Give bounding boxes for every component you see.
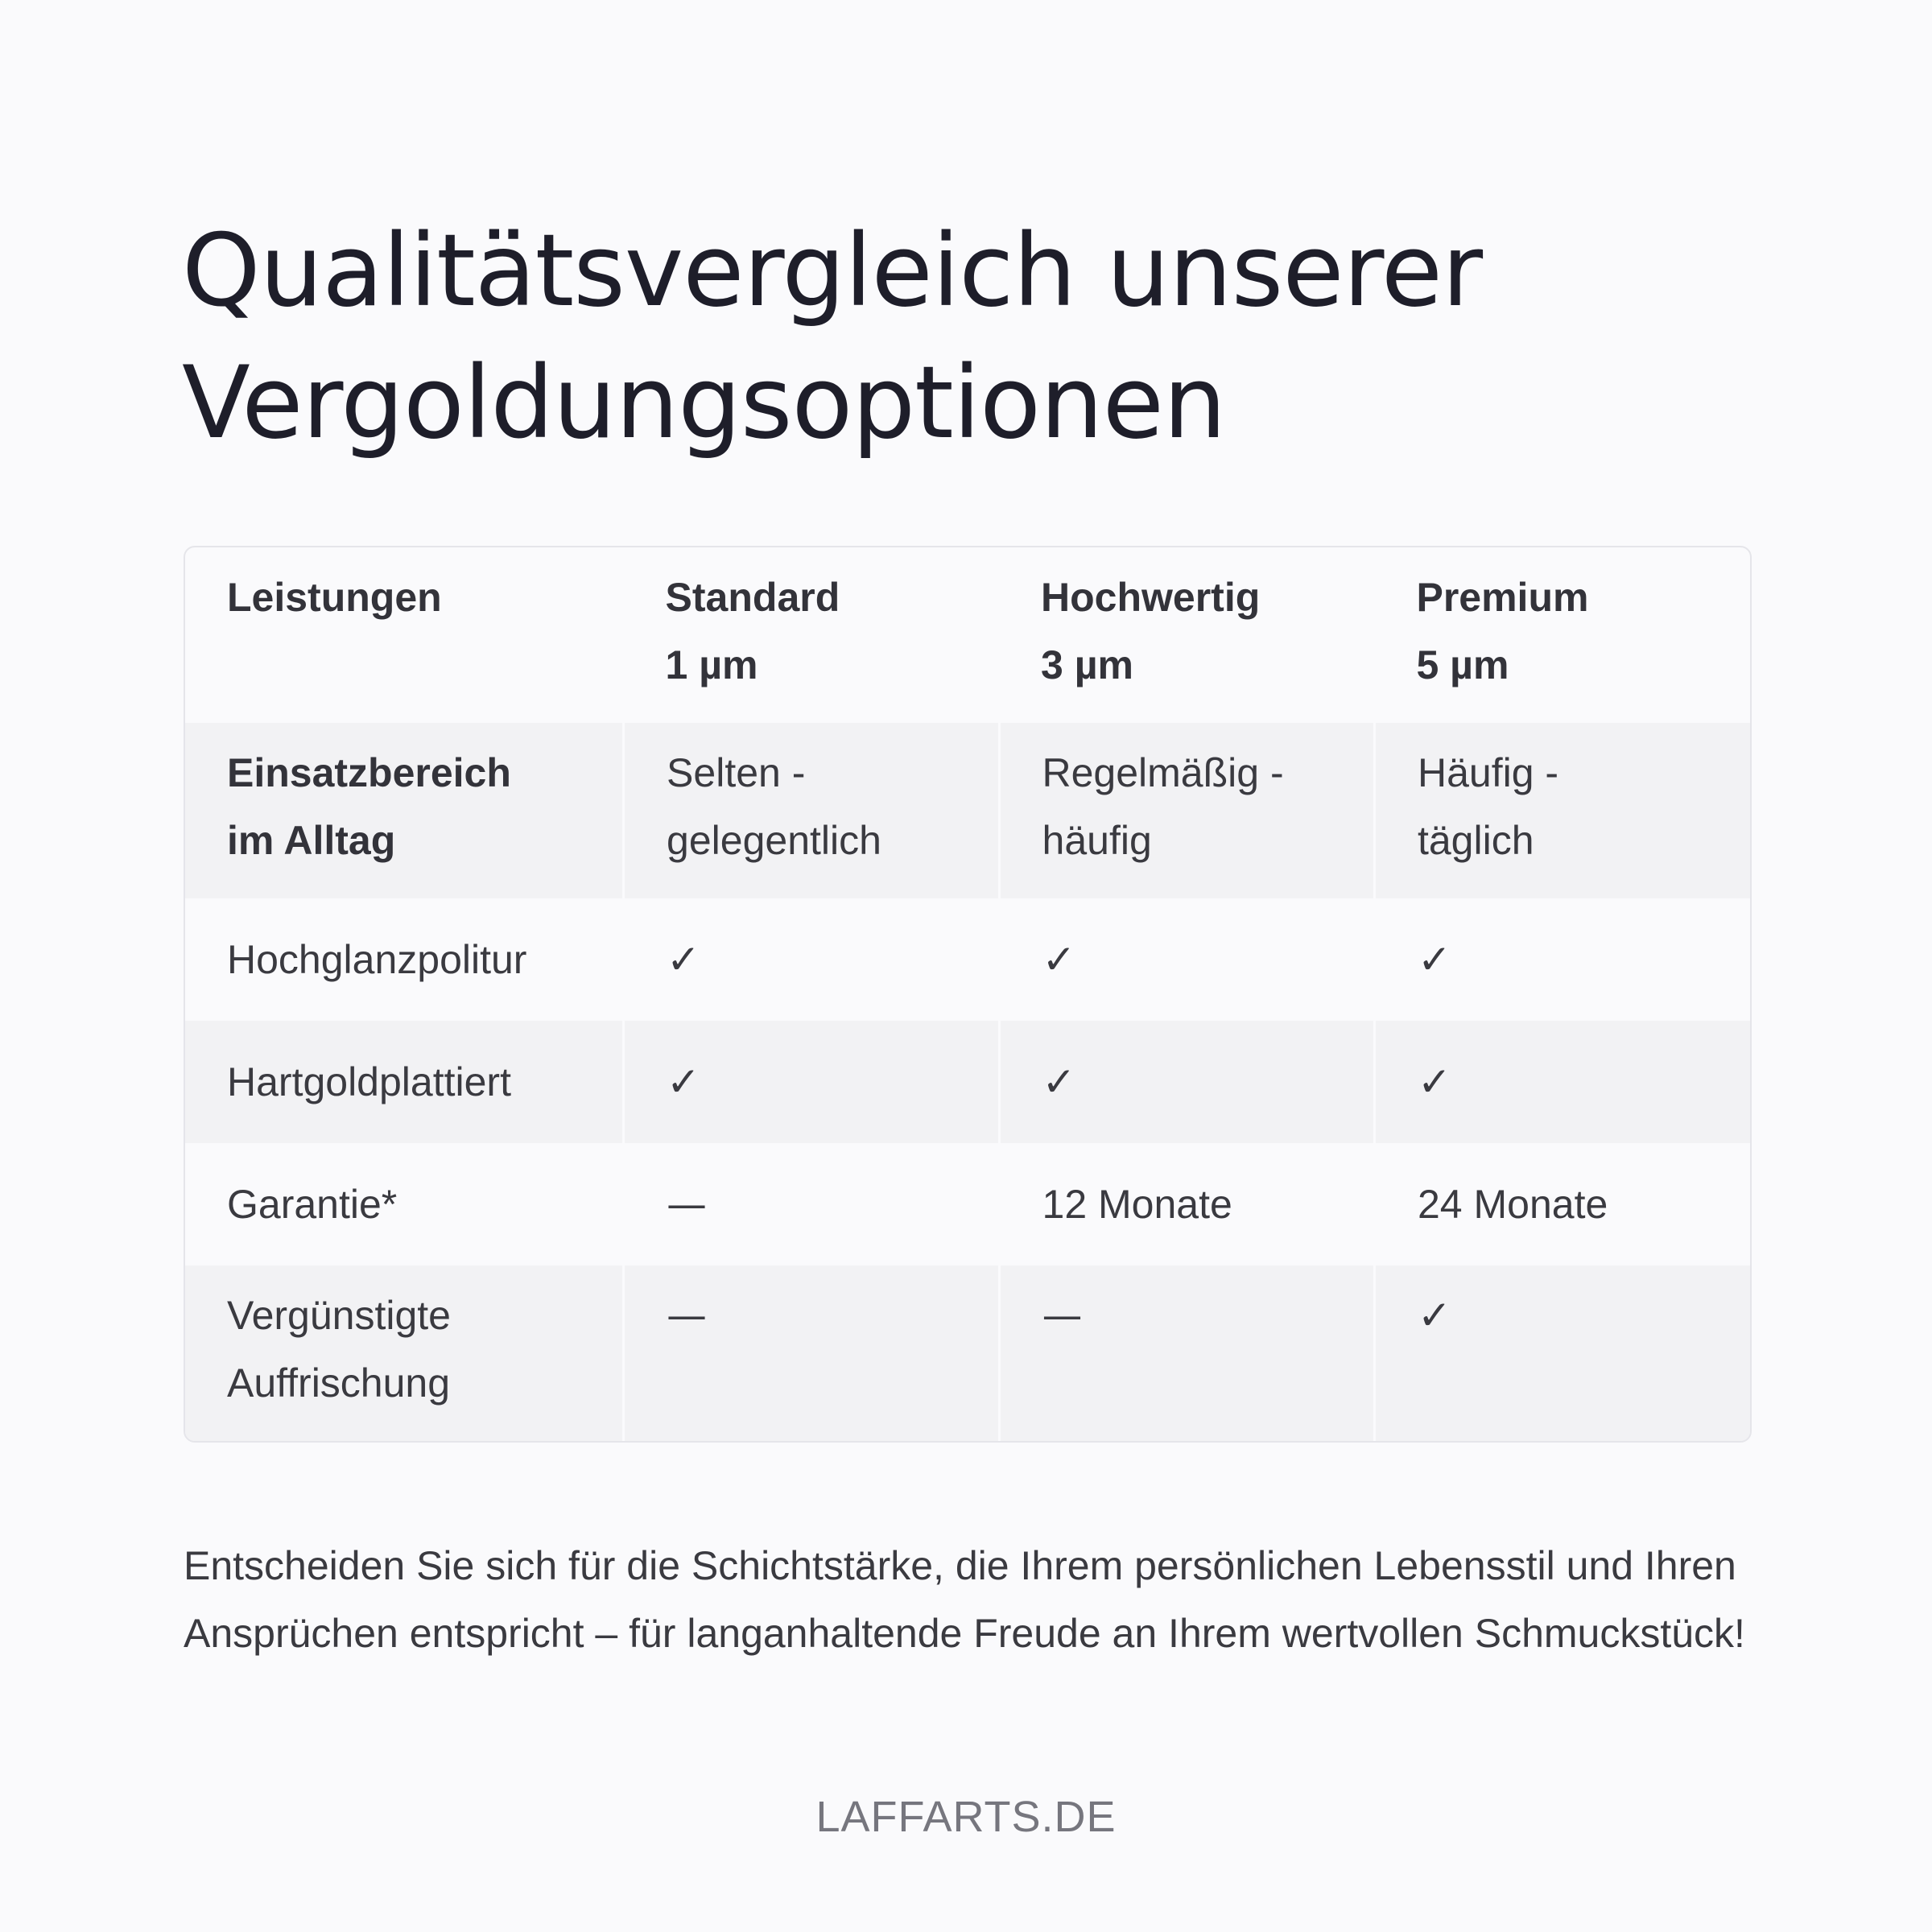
cell-line-1: Regelmäßig - [1042, 750, 1284, 795]
header-standard-thickness: 1 µm [665, 642, 758, 687]
cell-standard-garantie [624, 1143, 999, 1265]
header-hochwertig-label: Hochwertig [1041, 575, 1261, 620]
table-row-garantie [185, 1143, 1750, 1265]
cell-line-1: Selten - [667, 750, 806, 795]
cell-premium-hartgoldplattiert [1374, 1021, 1750, 1143]
page-title-line-2: Vergoldungsoptionen [182, 345, 1226, 461]
cell-hochwertig-auffrischung [999, 1265, 1374, 1441]
header-hochwertig-thickness: 3 µm [1041, 642, 1133, 687]
row-label-line-2: im Alltag [227, 818, 396, 863]
check-icon: ✓ [1417, 936, 1451, 983]
header-premium-thickness: 5 µm [1416, 642, 1509, 687]
cell-hochwertig-hartgoldplattiert [999, 1021, 1374, 1143]
cell-premium-garantie: 24 Monate [1374, 1143, 1750, 1265]
header-premium [1374, 547, 1750, 723]
cell-hochwertig-einsatzbereich [999, 723, 1374, 898]
dash-icon: — [667, 1292, 708, 1339]
cell-standard-einsatzbereich [624, 723, 999, 898]
row-label-garantie: Garantie* [227, 1182, 398, 1227]
row-label-line-1: Einsatzbereich [227, 750, 511, 795]
row-label-hochglanzpolitur: Hochglanzpolitur [227, 937, 527, 982]
table-row-hartgoldplattiert [185, 1021, 1750, 1143]
cell-line-2: häufig [1042, 818, 1152, 863]
header-premium-label: Premium [1416, 575, 1589, 620]
closing-paragraph: Entscheiden Sie sich für die Schichtstärke, die Ihrem persönlichen Lebensstil und Ihren Ansprüchen entspricht – für langanhaltende Freude an Ihrem wertvollen Schmuckstück! [184, 1543, 1745, 1656]
cell-hochwertig-garantie: 12 Monate [999, 1143, 1374, 1265]
check-icon: ✓ [667, 1059, 700, 1105]
page-title-line-1: Qualitätsvergleich unserer [182, 213, 1483, 329]
header-leistungen-label: Leistungen [227, 575, 442, 620]
table-row-hochglanzpolitur [185, 898, 1750, 1021]
row-label-auffrischung [185, 1265, 624, 1441]
table-header-row [185, 547, 1750, 723]
row-label-einsatzbereich [185, 723, 624, 898]
header-hochwertig [999, 547, 1374, 723]
page-title [182, 205, 1792, 469]
dash-icon: — [667, 1181, 708, 1228]
row-label-line-1: Vergünstigte [227, 1293, 451, 1338]
header-leistungen [185, 547, 624, 723]
row-label-hartgoldplattiert: Hartgoldplattiert [185, 1021, 624, 1143]
cell-standard-hartgoldplattiert [624, 1021, 999, 1143]
check-icon: ✓ [1417, 1059, 1451, 1105]
brand-footer: LAFFARTS.DE [815, 1793, 1117, 1841]
cell-hochwertig-hochglanzpolitur [999, 898, 1374, 1021]
header-standard [624, 547, 999, 723]
cell-line-1: Häufig - [1417, 750, 1559, 795]
table-row-auffrischung [185, 1265, 1750, 1441]
cell-standard-hochglanzpolitur [624, 898, 999, 1021]
cell-premium-auffrischung [1374, 1265, 1750, 1441]
cell-line-2: gelegentlich [667, 818, 881, 863]
check-icon: ✓ [1042, 1059, 1076, 1105]
cell-premium-hochglanzpolitur [1374, 898, 1750, 1021]
comparison-table [184, 546, 1752, 1443]
cell-premium-einsatzbereich [1374, 723, 1750, 898]
table-row-einsatzbereich [185, 723, 1750, 898]
dash-icon: — [1042, 1292, 1083, 1339]
header-standard-label: Standard [665, 575, 840, 620]
check-icon: ✓ [1417, 1292, 1451, 1339]
comparison-table-grid [185, 547, 1750, 1441]
cell-line-2: täglich [1417, 818, 1534, 863]
cell-standard-auffrischung [624, 1265, 999, 1441]
check-icon: ✓ [667, 936, 700, 983]
row-label-line-2: Auffrischung [227, 1360, 451, 1406]
check-icon: ✓ [1042, 936, 1076, 983]
